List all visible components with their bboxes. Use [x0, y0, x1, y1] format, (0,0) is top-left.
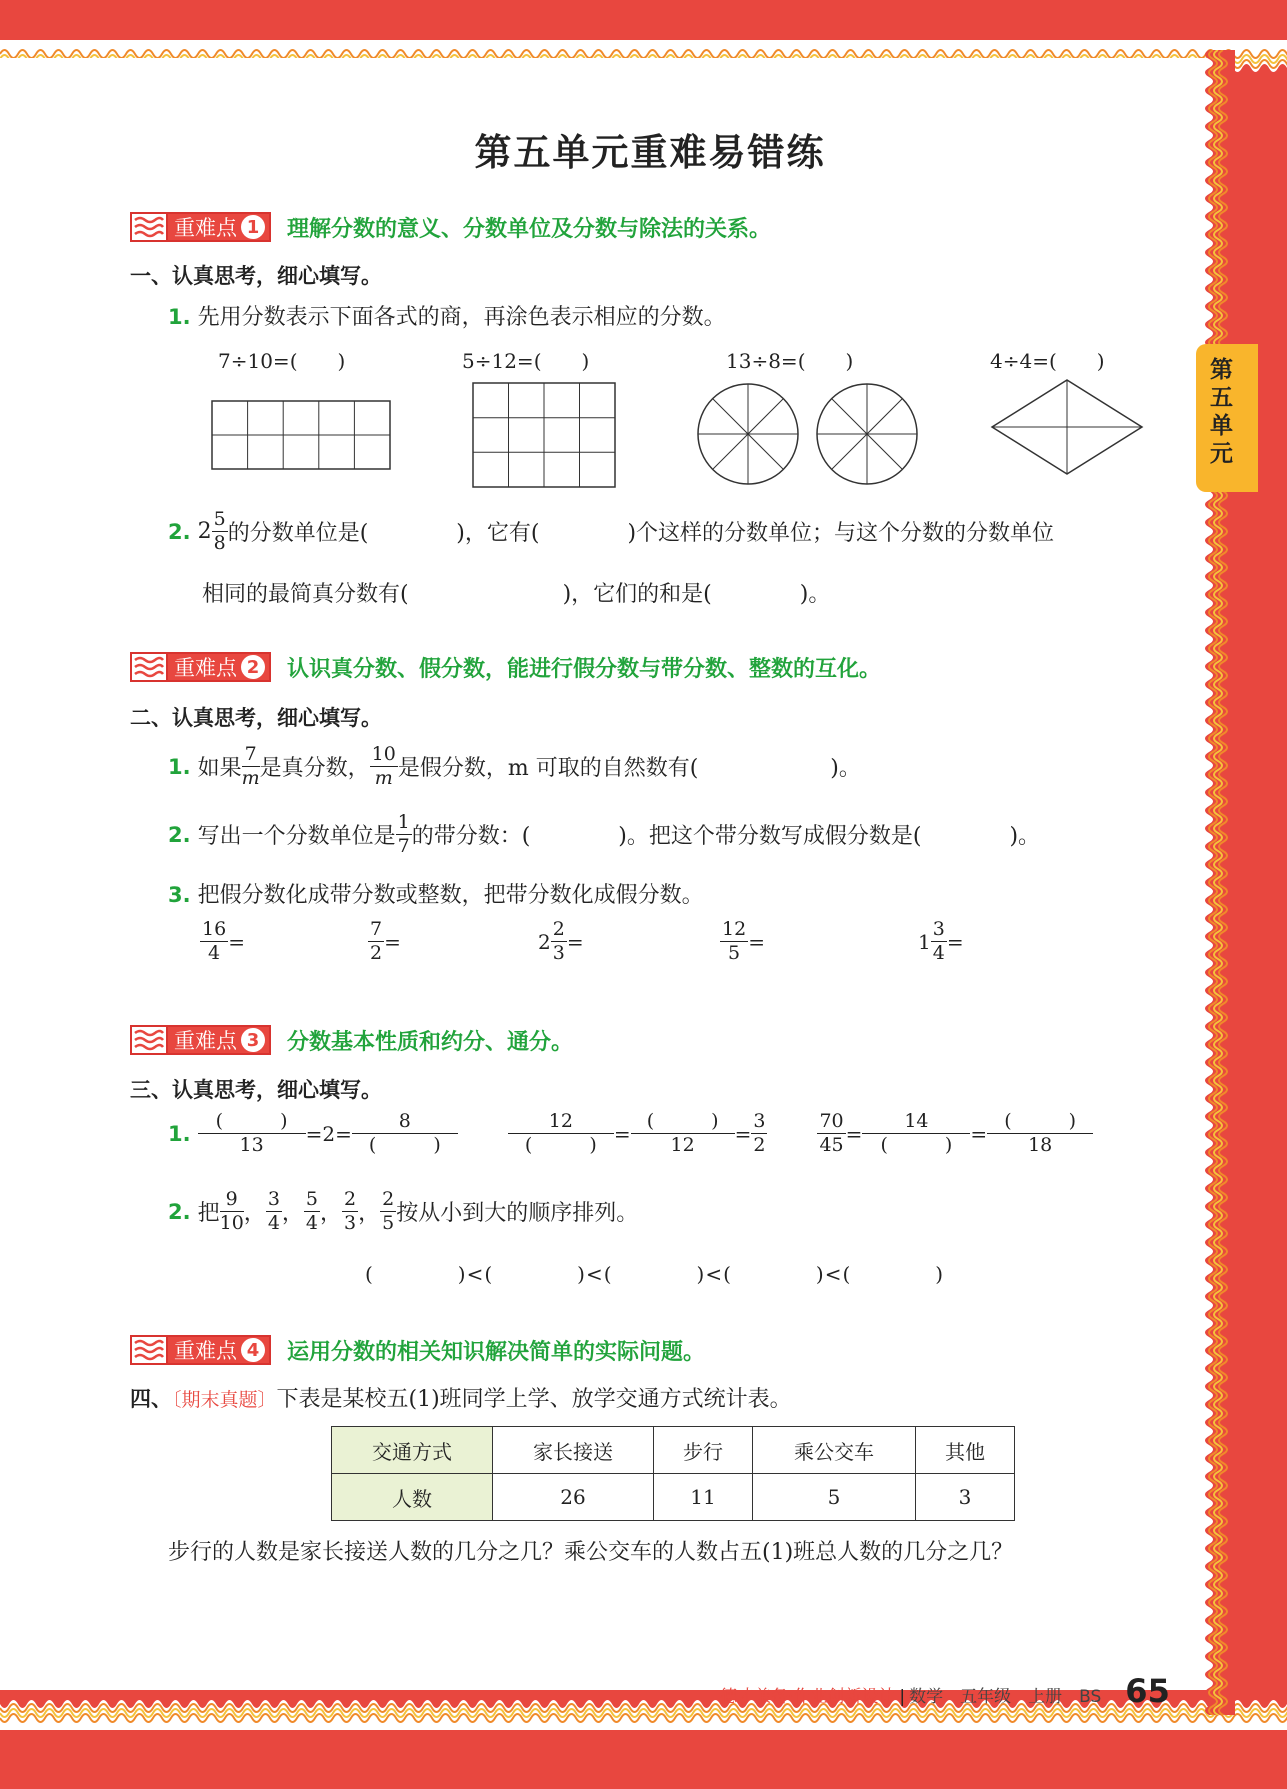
table-cell: 26 [493, 1474, 654, 1521]
denominator: 13 [239, 1134, 264, 1156]
numerator: 7 [370, 918, 383, 940]
equals[interactable]: = [384, 929, 401, 954]
equals: = [613, 1121, 631, 1146]
fraction [508, 1112, 614, 1155]
key-point-number: 3 [241, 1028, 265, 1052]
numerator: 70 [819, 1110, 844, 1132]
transport-table [331, 1426, 1015, 1521]
section-4-heading [130, 1382, 792, 1413]
denominator: 8 [213, 532, 226, 554]
conversion-item [918, 920, 964, 963]
exam-tag: 〔期末真题〕 [172, 1389, 277, 1411]
numerator: ( ) [198, 1112, 306, 1134]
wave-stripes-icon [132, 654, 168, 680]
equals[interactable]: = [228, 929, 245, 954]
expr-1: 7÷10=( ) [218, 349, 346, 373]
fraction [380, 1190, 396, 1233]
question-text: 按从小到大的顺序排列。 [396, 1201, 639, 1226]
wave-stripes-icon [132, 214, 168, 240]
footer-info: 数学 五年级 上册 BS [909, 1687, 1102, 1707]
fraction [198, 1112, 306, 1155]
numerator: 2 [382, 1188, 395, 1210]
table-header-cell: 家长接送 [493, 1427, 654, 1474]
footer [720, 1672, 1170, 1710]
s1-q2-line2: 相同的最简真分数有( )，它们的和是( )。 [202, 582, 831, 607]
fraction [304, 1190, 320, 1233]
table-row [332, 1474, 1015, 1521]
order-answer-line: ( )<( )<( )<( )<( ) [365, 1262, 945, 1286]
denominator: 4 [305, 1212, 319, 1234]
key-point-label: 重难点 [174, 1339, 237, 1363]
conversion-item [538, 920, 584, 963]
key-point-label: 重难点 [174, 1029, 237, 1053]
table-row-label: 人数 [332, 1474, 493, 1521]
conversion-item [720, 920, 765, 963]
key-point-number: 1 [241, 215, 265, 239]
circles-eighths-figure[interactable] [695, 380, 921, 488]
equals: =2= [305, 1121, 352, 1146]
key-point-label: 重难点 [174, 656, 237, 680]
key-point-desc: 分数基本性质和约分、通分。 [287, 1029, 574, 1055]
fraction [817, 1112, 845, 1155]
equals[interactable]: = [566, 929, 584, 954]
conversion-row [200, 920, 1000, 980]
numerator: 7 [242, 745, 260, 767]
s3-q1 [168, 1112, 1093, 1155]
numerator: 12 [722, 918, 747, 940]
fraction [368, 920, 384, 963]
mixed-whole: 2 [197, 519, 212, 544]
fraction [242, 745, 260, 788]
key-point-1 [130, 212, 771, 242]
denominator: m [241, 767, 260, 789]
expr-2: 5÷12=( ) [462, 349, 590, 373]
denominator: 4 [932, 942, 945, 964]
question-number: 3. [168, 883, 191, 907]
s2-q3 [168, 878, 704, 909]
numerator: 2 [552, 918, 565, 940]
denominator: 4 [267, 1212, 280, 1234]
fraction [266, 1190, 282, 1233]
equals[interactable]: = [946, 929, 964, 954]
denominator: 5 [728, 942, 741, 964]
numerator: 16 [202, 918, 227, 940]
section-number: 四、 [130, 1387, 172, 1411]
denominator: ( ) [368, 1134, 441, 1156]
separator: ， [281, 1201, 304, 1226]
denominator: 2 [370, 942, 383, 964]
page-title: 第五单元重难易错练 [474, 131, 826, 174]
question-text: 下表是某校五(1)班同学上学、放学交通方式统计表。 [276, 1387, 792, 1412]
fraction [987, 1112, 1093, 1155]
equals: = [734, 1121, 752, 1146]
question-text: 是假分数，m 可取的自然数有( )。 [397, 756, 861, 781]
denominator: 5 [382, 1212, 395, 1234]
rhombus-figure[interactable] [988, 377, 1146, 477]
table-cell: 11 [654, 1474, 753, 1521]
conversion-item [368, 920, 401, 963]
table-header-cell: 步行 [654, 1427, 753, 1474]
key-point-desc: 理解分数的意义、分数单位及分数与除法的关系。 [287, 216, 772, 242]
question-number: 1. [168, 1121, 191, 1146]
fraction [862, 1112, 970, 1155]
numerator: 1 [397, 811, 410, 833]
denominator: 3 [552, 942, 565, 964]
fraction [200, 920, 228, 963]
fraction [220, 1190, 244, 1233]
conversion-item [200, 920, 245, 963]
equals: = [845, 1121, 863, 1146]
expr-3: 13÷8=( ) [726, 349, 854, 373]
question-text: 把 [197, 1201, 220, 1226]
s1-q2 [168, 510, 1054, 553]
denominator: ( ) [524, 1134, 597, 1156]
equals[interactable]: = [748, 929, 765, 954]
page-number: 65 [1125, 1672, 1170, 1710]
unit-side-tab [1196, 344, 1258, 492]
table-header-cell: 乘公交车 [753, 1427, 916, 1474]
denominator: m [374, 767, 393, 789]
denominator: 10 [219, 1212, 244, 1234]
question-number: 2. [168, 822, 191, 847]
fraction [342, 1190, 358, 1233]
s2-q1 [168, 745, 861, 788]
separator: ， [243, 1201, 266, 1226]
numerator: 10 [371, 743, 396, 765]
key-point-number: 4 [241, 1338, 265, 1362]
table-header-cell: 其他 [916, 1427, 1015, 1474]
separator: ， [358, 1201, 381, 1226]
fraction [370, 745, 398, 788]
fraction [720, 920, 748, 963]
table-cell: 3 [916, 1474, 1015, 1521]
denominator: 7 [397, 835, 410, 857]
separator: ， [320, 1201, 343, 1226]
question-number: 1. [168, 754, 191, 779]
fraction [212, 510, 228, 553]
question-text: 把假分数化成带分数或整数，把带分数化成假分数。 [197, 883, 704, 908]
numerator: 14 [862, 1112, 970, 1134]
question-text: 先用分数表示下面各式的商，再涂色表示相应的分数。 [197, 305, 726, 330]
denominator: 45 [819, 1134, 844, 1156]
footer-separator: | [899, 1687, 906, 1707]
numerator: ( ) [631, 1112, 735, 1134]
equals: = [970, 1121, 988, 1146]
unit-side-tab-label: 第五单元 [1210, 357, 1233, 467]
fraction-list [220, 1190, 397, 1233]
denominator: 18 [1028, 1134, 1053, 1156]
denominator: ( ) [880, 1134, 953, 1156]
table-row [332, 1427, 1015, 1474]
question-text: 的带分数：( )。把这个带分数写成假分数是( )。 [411, 824, 1041, 849]
fraction [931, 920, 947, 963]
fraction [751, 1112, 767, 1155]
denominator: 4 [208, 942, 221, 964]
question-text: 是真分数， [259, 756, 370, 781]
key-point-label: 重难点 [174, 216, 237, 240]
numerator: 5 [305, 1188, 319, 1210]
numerator: 3 [932, 918, 945, 940]
denominator: 3 [344, 1212, 357, 1234]
right-wave-border [1195, 50, 1235, 1715]
question-text: 的分数单位是( )，它有( )个这样的分数单位；与这个分数的分数单位 [227, 521, 1055, 546]
key-point-desc: 认识真分数、假分数，能进行假分数与带分数、整数的互化。 [287, 656, 882, 682]
fraction [352, 1112, 458, 1155]
fraction [551, 920, 567, 963]
wave-stripes-icon [132, 1027, 168, 1053]
section-2-heading: 二、认真思考，细心填写。 [130, 706, 382, 730]
table-header-cell: 交通方式 [332, 1427, 493, 1474]
key-point-number: 2 [241, 655, 265, 679]
question-text: 如果 [197, 756, 242, 781]
numerator: 9 [220, 1190, 244, 1212]
question-number: 2. [168, 519, 191, 544]
table-cell: 5 [753, 1474, 916, 1521]
numerator: 2 [344, 1188, 357, 1210]
s2-q2 [168, 813, 1040, 856]
question-text: 写出一个分数单位是 [197, 824, 396, 849]
mixed-whole: 1 [918, 929, 931, 954]
numerator: 3 [753, 1110, 766, 1132]
footer-brand: 德才兼备·作业创新设计 [720, 1687, 896, 1707]
numerator: ( ) [987, 1112, 1093, 1134]
key-point-2 [130, 652, 881, 682]
wave-stripes-icon [132, 1337, 168, 1363]
grid-3x4-figure[interactable] [470, 380, 620, 492]
key-point-3 [130, 1025, 573, 1055]
question-number: 1. [168, 305, 191, 329]
denominator: 2 [753, 1134, 766, 1156]
section-1-heading: 一、认真思考，细心填写。 [130, 264, 382, 288]
mixed-whole: 2 [538, 929, 551, 954]
section-3-heading: 三、认真思考，细心填写。 [130, 1078, 382, 1102]
grid-2x5-figure[interactable] [210, 395, 395, 475]
expr-4: 4÷4=( ) [990, 349, 1105, 373]
numerator: 8 [352, 1112, 458, 1134]
s1-q1 [168, 300, 726, 331]
denominator: 12 [670, 1134, 695, 1156]
s4-question: 步行的人数是家长接送人数的几分之几？乘公交车的人数占五(1)班总人数的几分之几？ [168, 1540, 1014, 1565]
numerator: 12 [508, 1112, 614, 1134]
s3-q2 [168, 1190, 638, 1233]
fraction [396, 813, 412, 856]
numerator: 3 [267, 1188, 280, 1210]
fraction [631, 1112, 735, 1155]
key-point-desc: 运用分数的相关知识解决简单的实际问题。 [287, 1339, 706, 1365]
key-point-4 [130, 1335, 705, 1365]
question-number: 2. [168, 1199, 191, 1224]
numerator: 5 [213, 508, 226, 530]
